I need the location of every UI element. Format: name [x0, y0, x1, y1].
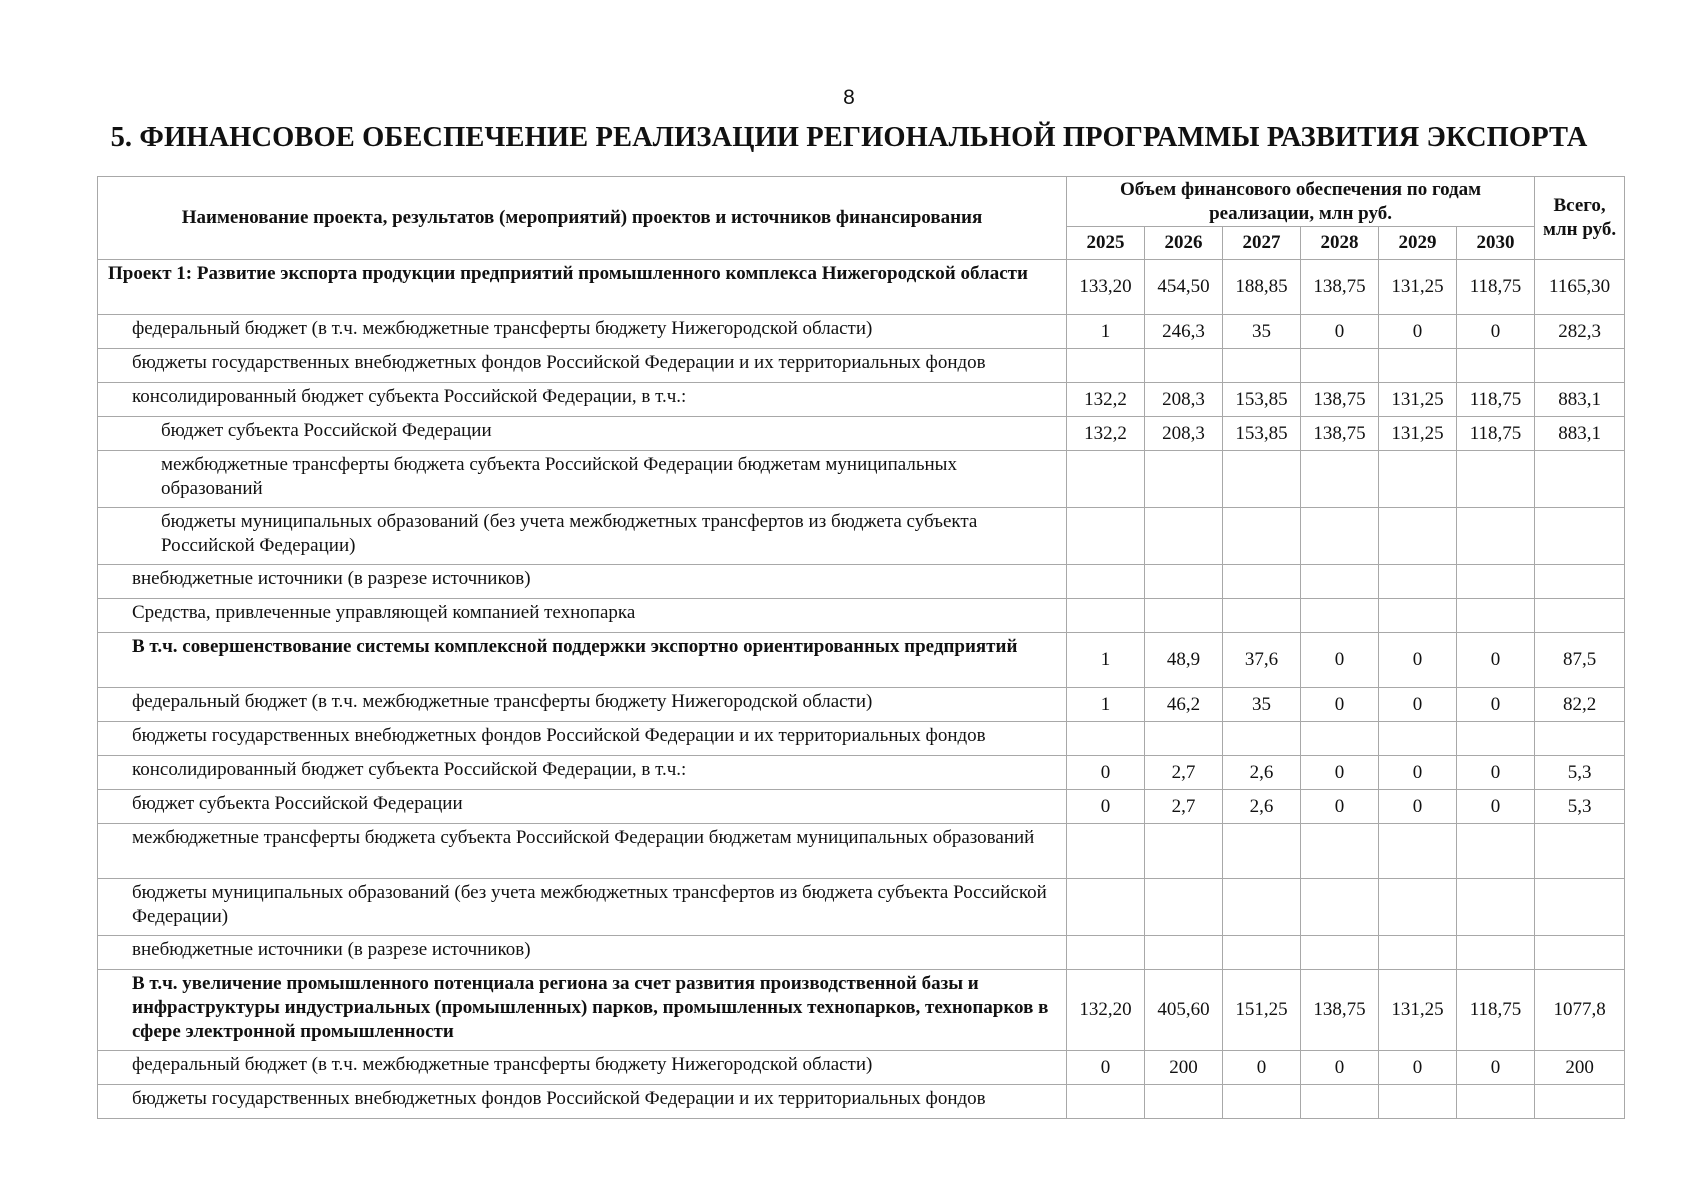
- year-value-cell: 2,6: [1223, 790, 1301, 824]
- year-value-cell: [1223, 451, 1301, 508]
- year-value-cell: 0: [1301, 756, 1379, 790]
- year-value-cell: [1379, 508, 1457, 565]
- table-row: [98, 417, 1625, 451]
- year-value-cell: [1145, 565, 1223, 599]
- year-value-cell: 133,20: [1067, 260, 1145, 315]
- year-value-cell: 1: [1067, 315, 1145, 349]
- row-name-cell: Средства, привлеченные управляющей компанией технопарка: [98, 599, 1067, 633]
- year-value-cell: 138,75: [1301, 383, 1379, 417]
- year-value-cell: [1379, 936, 1457, 970]
- year-value-cell: 131,25: [1379, 260, 1457, 315]
- table-row: [98, 790, 1625, 824]
- total-value-cell: 883,1: [1535, 383, 1625, 417]
- year-value-cell: [1379, 722, 1457, 756]
- table-row: [98, 722, 1625, 756]
- year-value-cell: 0: [1301, 633, 1379, 688]
- table-row: [98, 349, 1625, 383]
- year-value-cell: 138,75: [1301, 260, 1379, 315]
- year-value-cell: 2,7: [1145, 756, 1223, 790]
- year-value-cell: [1457, 879, 1535, 936]
- year-value-cell: 0: [1067, 1051, 1145, 1085]
- year-value-cell: 454,50: [1145, 260, 1223, 315]
- year-value-cell: 2,6: [1223, 756, 1301, 790]
- row-name-cell: бюджет субъекта Российской Федерации: [98, 417, 1067, 451]
- year-value-cell: 37,6: [1223, 633, 1301, 688]
- year-value-cell: 208,3: [1145, 417, 1223, 451]
- header-name-column: Наименование проекта, результатов (мероприятий) проектов и источников финансирования: [98, 177, 1067, 260]
- year-value-cell: [1457, 508, 1535, 565]
- year-value-cell: [1457, 722, 1535, 756]
- year-value-cell: 0: [1301, 315, 1379, 349]
- year-value-cell: [1145, 824, 1223, 879]
- year-value-cell: [1223, 508, 1301, 565]
- year-value-cell: 35: [1223, 315, 1301, 349]
- total-value-cell: 5,3: [1535, 790, 1625, 824]
- year-value-cell: [1067, 599, 1145, 633]
- total-value-cell: [1535, 722, 1625, 756]
- year-value-cell: [1223, 722, 1301, 756]
- table-row: [98, 260, 1625, 315]
- year-value-cell: [1457, 599, 1535, 633]
- year-value-cell: 131,25: [1379, 970, 1457, 1051]
- year-value-cell: 132,2: [1067, 417, 1145, 451]
- table-row: [98, 315, 1625, 349]
- year-value-cell: [1379, 349, 1457, 383]
- table-row: [98, 383, 1625, 417]
- year-value-cell: [1067, 508, 1145, 565]
- total-value-cell: [1535, 508, 1625, 565]
- year-value-cell: [1379, 1085, 1457, 1119]
- year-value-cell: [1145, 508, 1223, 565]
- year-value-cell: 0: [1223, 1051, 1301, 1085]
- total-value-cell: 82,2: [1535, 688, 1625, 722]
- year-value-cell: 48,9: [1145, 633, 1223, 688]
- year-value-cell: [1223, 565, 1301, 599]
- total-value-cell: [1535, 1085, 1625, 1119]
- total-value-cell: [1535, 936, 1625, 970]
- year-value-cell: 200: [1145, 1051, 1223, 1085]
- table-body: [98, 260, 1625, 1119]
- year-value-cell: 0: [1457, 315, 1535, 349]
- year-value-cell: 0: [1067, 790, 1145, 824]
- year-value-cell: [1379, 565, 1457, 599]
- year-value-cell: 2,7: [1145, 790, 1223, 824]
- year-value-cell: [1301, 1085, 1379, 1119]
- year-value-cell: 0: [1379, 756, 1457, 790]
- year-value-cell: 153,85: [1223, 383, 1301, 417]
- year-value-cell: 0: [1457, 688, 1535, 722]
- year-value-cell: [1379, 824, 1457, 879]
- row-name-cell: бюджеты муниципальных образований (без учета межбюджетных трансфертов из бюджета субъекта Российской Федерации): [98, 508, 1067, 565]
- header-year-group: Объем финансового обеспечения по годам реализации, млн руб.: [1067, 177, 1535, 227]
- year-value-cell: [1223, 824, 1301, 879]
- year-value-cell: [1145, 722, 1223, 756]
- row-name-cell: внебюджетные источники (в разрезе источников): [98, 565, 1067, 599]
- year-value-cell: 0: [1457, 756, 1535, 790]
- total-value-cell: 200: [1535, 1051, 1625, 1085]
- year-value-cell: [1067, 722, 1145, 756]
- year-value-cell: 46,2: [1145, 688, 1223, 722]
- year-value-cell: 188,85: [1223, 260, 1301, 315]
- page-title: 5. ФИНАНСОВОЕ ОБЕСПЕЧЕНИЕ РЕАЛИЗАЦИИ РЕГИОНАЛЬНОЙ ПРОГРАММЫ РАЗВИТИЯ ЭКСПОРТА: [110, 122, 1588, 153]
- year-value-cell: [1379, 599, 1457, 633]
- year-value-cell: 0: [1379, 1051, 1457, 1085]
- row-name-cell: Проект 1: Развитие экспорта продукции предприятий промышленного комплекса Нижегородской области: [98, 260, 1067, 315]
- year-value-cell: 35: [1223, 688, 1301, 722]
- year-value-cell: [1301, 565, 1379, 599]
- year-value-cell: 0: [1067, 756, 1145, 790]
- year-value-cell: 0: [1457, 1051, 1535, 1085]
- year-value-cell: [1145, 936, 1223, 970]
- year-value-cell: [1379, 451, 1457, 508]
- year-value-cell: 138,75: [1301, 970, 1379, 1051]
- total-value-cell: 87,5: [1535, 633, 1625, 688]
- year-value-cell: 153,85: [1223, 417, 1301, 451]
- row-name-cell: бюджет субъекта Российской Федерации: [98, 790, 1067, 824]
- year-value-cell: 0: [1301, 790, 1379, 824]
- year-value-cell: 131,25: [1379, 417, 1457, 451]
- table-row: [98, 508, 1625, 565]
- year-value-cell: 0: [1379, 633, 1457, 688]
- header-year: 2028: [1301, 227, 1379, 260]
- header-year: 2027: [1223, 227, 1301, 260]
- year-value-cell: 138,75: [1301, 417, 1379, 451]
- year-value-cell: [1301, 508, 1379, 565]
- row-name-cell: В т.ч. совершенствование системы комплексной поддержки экспортно ориентированных предприятий: [98, 633, 1067, 688]
- total-value-cell: 282,3: [1535, 315, 1625, 349]
- year-value-cell: [1301, 879, 1379, 936]
- year-value-cell: 1: [1067, 633, 1145, 688]
- row-name-cell: федеральный бюджет (в т.ч. межбюджетные трансферты бюджету Нижегородской области): [98, 315, 1067, 349]
- table-row: [98, 936, 1625, 970]
- header-year: 2025: [1067, 227, 1145, 260]
- header-year: 2030: [1457, 227, 1535, 260]
- year-value-cell: [1067, 824, 1145, 879]
- total-value-cell: [1535, 599, 1625, 633]
- table-row: [98, 1051, 1625, 1085]
- year-value-cell: [1145, 349, 1223, 383]
- year-value-cell: [1457, 349, 1535, 383]
- table-row: [98, 756, 1625, 790]
- year-value-cell: 0: [1301, 1051, 1379, 1085]
- year-value-cell: 131,25: [1379, 383, 1457, 417]
- year-value-cell: [1145, 1085, 1223, 1119]
- financing-table: [97, 176, 1625, 1119]
- year-value-cell: [1067, 879, 1145, 936]
- year-value-cell: [1301, 824, 1379, 879]
- table-header: [98, 177, 1625, 260]
- year-value-cell: [1223, 879, 1301, 936]
- year-value-cell: [1457, 936, 1535, 970]
- year-value-cell: [1301, 722, 1379, 756]
- total-value-cell: 1077,8: [1535, 970, 1625, 1051]
- year-value-cell: 208,3: [1145, 383, 1223, 417]
- year-value-cell: [1301, 349, 1379, 383]
- row-name-cell: внебюджетные источники (в разрезе источников): [98, 936, 1067, 970]
- year-value-cell: 0: [1379, 315, 1457, 349]
- year-value-cell: [1457, 1085, 1535, 1119]
- year-value-cell: 0: [1457, 633, 1535, 688]
- total-value-cell: [1535, 349, 1625, 383]
- table-row: [98, 688, 1625, 722]
- table-row: [98, 879, 1625, 936]
- year-value-cell: 132,20: [1067, 970, 1145, 1051]
- total-value-cell: [1535, 879, 1625, 936]
- year-value-cell: 118,75: [1457, 383, 1535, 417]
- year-value-cell: 118,75: [1457, 260, 1535, 315]
- year-value-cell: [1145, 879, 1223, 936]
- table-row: [98, 970, 1625, 1051]
- row-name-cell: межбюджетные трансферты бюджета субъекта Российской Федерации бюджетам муниципальных образований: [98, 451, 1067, 508]
- year-value-cell: [1223, 1085, 1301, 1119]
- total-value-cell: 1165,30: [1535, 260, 1625, 315]
- table-row: [98, 1085, 1625, 1119]
- total-value-cell: 883,1: [1535, 417, 1625, 451]
- row-name-cell: консолидированный бюджет субъекта Российской Федерации, в т.ч.:: [98, 383, 1067, 417]
- year-value-cell: [1067, 349, 1145, 383]
- total-value-cell: [1535, 824, 1625, 879]
- page-number: 8: [843, 86, 855, 109]
- year-value-cell: [1301, 936, 1379, 970]
- year-value-cell: 0: [1457, 790, 1535, 824]
- year-value-cell: [1067, 565, 1145, 599]
- header-year: 2029: [1379, 227, 1457, 260]
- year-value-cell: 0: [1301, 688, 1379, 722]
- total-value-cell: [1535, 451, 1625, 508]
- header-row-top: [98, 177, 1625, 227]
- row-name-cell: бюджеты государственных внебюджетных фондов Российской Федерации и их территориальных фондов: [98, 722, 1067, 756]
- row-name-cell: межбюджетные трансферты бюджета субъекта Российской Федерации бюджетам муниципальных образований: [98, 824, 1067, 879]
- table-row: [98, 451, 1625, 508]
- year-value-cell: [1457, 824, 1535, 879]
- year-value-cell: [1457, 451, 1535, 508]
- row-name-cell: бюджеты муниципальных образований (без учета межбюджетных трансфертов из бюджета субъекта Российской Федерации): [98, 879, 1067, 936]
- row-name-cell: федеральный бюджет (в т.ч. межбюджетные трансферты бюджету Нижегородской области): [98, 688, 1067, 722]
- year-value-cell: 118,75: [1457, 417, 1535, 451]
- year-value-cell: [1457, 565, 1535, 599]
- year-value-cell: [1067, 936, 1145, 970]
- header-total: Всего, млн руб.: [1535, 177, 1625, 260]
- year-value-cell: [1379, 879, 1457, 936]
- year-value-cell: [1223, 349, 1301, 383]
- table-row: [98, 633, 1625, 688]
- year-value-cell: [1067, 1085, 1145, 1119]
- year-value-cell: [1145, 599, 1223, 633]
- year-value-cell: 0: [1379, 688, 1457, 722]
- header-year: 2026: [1145, 227, 1223, 260]
- row-name-cell: бюджеты государственных внебюджетных фондов Российской Федерации и их территориальных фондов: [98, 1085, 1067, 1119]
- year-value-cell: 132,2: [1067, 383, 1145, 417]
- year-value-cell: 246,3: [1145, 315, 1223, 349]
- year-value-cell: 0: [1379, 790, 1457, 824]
- row-name-cell: консолидированный бюджет субъекта Российской Федерации, в т.ч.:: [98, 756, 1067, 790]
- year-value-cell: 1: [1067, 688, 1145, 722]
- year-value-cell: 405,60: [1145, 970, 1223, 1051]
- year-value-cell: 118,75: [1457, 970, 1535, 1051]
- year-value-cell: [1145, 451, 1223, 508]
- row-name-cell: федеральный бюджет (в т.ч. межбюджетные трансферты бюджету Нижегородской области): [98, 1051, 1067, 1085]
- year-value-cell: [1301, 599, 1379, 633]
- row-name-cell: В т.ч. увеличение промышленного потенциала региона за счет развития производственной базы и инфраструктуры индустриальных (промышленных) парков, промышленных технопарков, технопарков в сфере электронной промышленности: [98, 970, 1067, 1051]
- year-value-cell: [1067, 451, 1145, 508]
- year-value-cell: [1223, 599, 1301, 633]
- table-row: [98, 599, 1625, 633]
- year-value-cell: [1223, 936, 1301, 970]
- row-name-cell: бюджеты государственных внебюджетных фондов Российской Федерации и их территориальных фондов: [98, 349, 1067, 383]
- table-row: [98, 824, 1625, 879]
- year-value-cell: 151,25: [1223, 970, 1301, 1051]
- year-value-cell: [1301, 451, 1379, 508]
- total-value-cell: 5,3: [1535, 756, 1625, 790]
- total-value-cell: [1535, 565, 1625, 599]
- table-row: [98, 565, 1625, 599]
